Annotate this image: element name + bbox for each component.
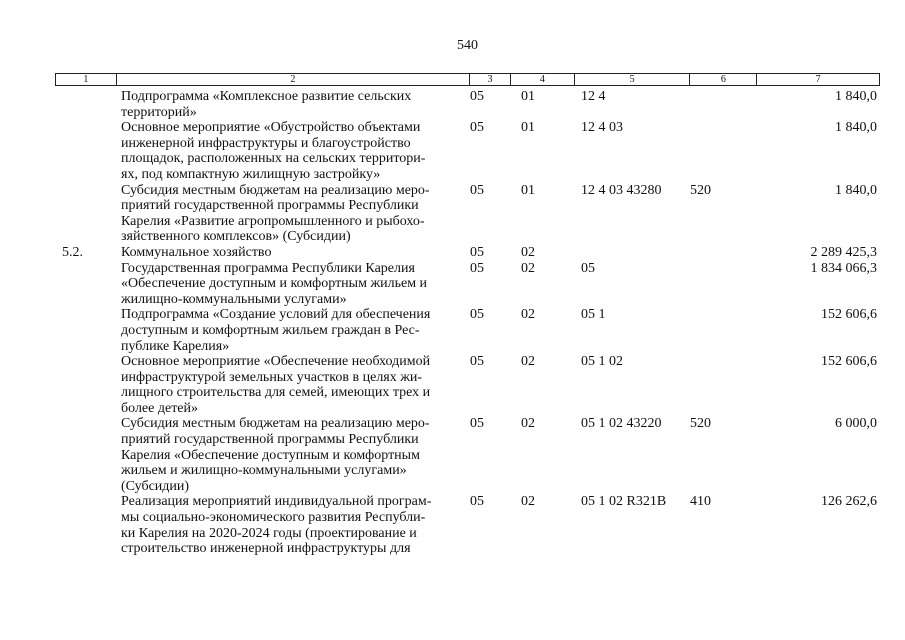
row-subsection-code: 01 — [521, 120, 535, 136]
row-description — [115, 120, 469, 182]
description-line: жилищно-коммунальными услугами» — [121, 291, 347, 307]
row-amount: 1 840,0 — [835, 182, 877, 198]
column-number-1: 1 — [83, 74, 89, 85]
row-subsection-code: 02 — [521, 260, 535, 276]
row-subsection-code: 02 — [521, 307, 535, 323]
description-line: (Субсидии) — [121, 478, 190, 494]
row-description — [115, 183, 469, 245]
row-expense-type-code: 410 — [690, 494, 711, 510]
row-section-code: 05 — [470, 260, 484, 276]
row-subsection-code: 02 — [521, 244, 535, 260]
page-number: 540 — [457, 38, 478, 53]
description-line: жильем и жилищно-коммунальными услугами» — [121, 463, 407, 479]
budget-table-body — [55, 89, 880, 557]
row-amount: 152 606,6 — [821, 354, 877, 370]
row-description — [115, 261, 469, 308]
row-target-article-code: 12 4 03 — [581, 120, 623, 136]
description-line: мы социально-экономического развития Республи- — [121, 510, 426, 526]
row-target-article-code: 05 1 — [581, 307, 606, 323]
description-line: Государственная программа Республики Карелия — [121, 260, 415, 276]
row-section-code: 05 — [470, 120, 484, 136]
row-subsection-code: 01 — [521, 182, 535, 198]
row-subsection-code: 01 — [521, 89, 535, 104]
table-row — [55, 354, 880, 416]
description-line: доступным и комфортным жильем граждан в Рес- — [121, 322, 420, 338]
table-row — [55, 245, 880, 261]
row-description — [115, 89, 469, 120]
description-line: Реализация мероприятий индивидуальной програм- — [121, 494, 432, 510]
row-subsection-code: 02 — [521, 416, 535, 432]
description-line: ях, под компактную жилищную застройку» — [121, 166, 381, 182]
description-line: приятий государственной программы Республики — [121, 198, 419, 214]
description-line: Субсидия местным бюджетам на реализацию меро- — [121, 182, 430, 198]
row-target-article-code: 05 1 02 R321B — [581, 494, 667, 510]
row-section-code: 05 — [470, 89, 484, 104]
column-number-6: 6 — [689, 74, 756, 85]
description-line: Карелия «Развитие агропромышленного и рыбохо- — [121, 213, 425, 229]
row-amount: 6 000,0 — [835, 416, 877, 432]
description-line: инфраструктурой земельных участков в целях жи- — [121, 369, 423, 385]
row-section-code: 05 — [470, 354, 484, 370]
row-subsection-code: 02 — [521, 494, 535, 510]
table-row — [55, 261, 880, 308]
row-amount: 2 289 425,3 — [810, 244, 877, 260]
description-line: «Обеспечение доступным и комфортным жильем и — [121, 276, 428, 292]
description-line: инженерной инфраструктуры и благоустройство — [121, 135, 411, 151]
description-line: Подпрограмма «Создание условий для обеспечения — [121, 307, 431, 323]
row-description — [115, 245, 469, 261]
table-row — [55, 120, 880, 182]
column-number-2: 2 — [116, 74, 469, 85]
description-line: Карелия «Обеспечение доступным и комфортным — [121, 447, 420, 463]
description-line: более детей» — [121, 400, 199, 416]
row-expense-type-code: 520 — [690, 416, 711, 432]
description-line: площадок, расположенных на сельских территори- — [121, 151, 426, 167]
column-number-7: 7 — [756, 74, 879, 85]
row-description — [115, 354, 469, 416]
row-target-article-code: 12 4 03 43280 — [581, 182, 662, 198]
row-section-code: 05 — [470, 416, 484, 432]
description-line: Коммунальное хозяйство — [121, 244, 272, 260]
row-description — [115, 494, 469, 556]
description-line: Субсидия местным бюджетам на реализацию меро- — [121, 416, 430, 432]
row-description — [115, 416, 469, 494]
column-number-3: 3 — [469, 74, 510, 85]
table-row — [55, 183, 880, 245]
table-row — [55, 307, 880, 354]
row-amount: 126 262,6 — [821, 494, 877, 510]
row-target-article-code: 05 1 02 — [581, 354, 623, 370]
column-number-5: 5 — [574, 74, 690, 85]
description-line: Подпрограмма «Комплексное развитие сельских — [121, 89, 412, 104]
row-subsection-code: 02 — [521, 354, 535, 370]
description-line: территорий» — [121, 104, 197, 120]
description-line: ки Карелия на 2020-2024 годы (проектирование и — [121, 525, 417, 541]
row-expense-type-code: 520 — [690, 182, 711, 198]
description-line: лищного строительства для семей, имеющих трех и — [121, 385, 431, 401]
row-target-article-code: 12 4 — [581, 89, 606, 104]
table-column-header — [55, 73, 880, 86]
row-description — [115, 307, 469, 354]
column-number-4: 4 — [510, 74, 574, 85]
row-section-code: 05 — [470, 182, 484, 198]
row-amount: 1 840,0 — [835, 89, 877, 104]
row-amount: 1 834 066,3 — [810, 260, 877, 276]
row-target-article-code: 05 — [581, 260, 595, 276]
row-section-code: 05 — [470, 244, 484, 260]
row-section-code: 05 — [470, 307, 484, 323]
description-line: зяйственного комплексов» (Субсидии) — [121, 229, 351, 245]
row-section-code: 05 — [470, 494, 484, 510]
description-line: публике Карелия» — [121, 338, 230, 354]
row-target-article-code: 05 1 02 43220 — [581, 416, 662, 432]
row-section-number: 5.2. — [62, 244, 83, 260]
row-amount: 1 840,0 — [835, 120, 877, 136]
table-row — [55, 89, 880, 120]
row-amount: 152 606,6 — [821, 307, 877, 323]
description-line: строительство инженерной инфраструктуры для — [121, 541, 411, 557]
table-row — [55, 416, 880, 494]
description-line: Основное мероприятие «Обустройство объектами — [121, 120, 421, 136]
description-line: приятий государственной программы Республики — [121, 432, 419, 448]
table-row — [55, 494, 880, 556]
description-line: Основное мероприятие «Обеспечение необходимой — [121, 354, 431, 370]
